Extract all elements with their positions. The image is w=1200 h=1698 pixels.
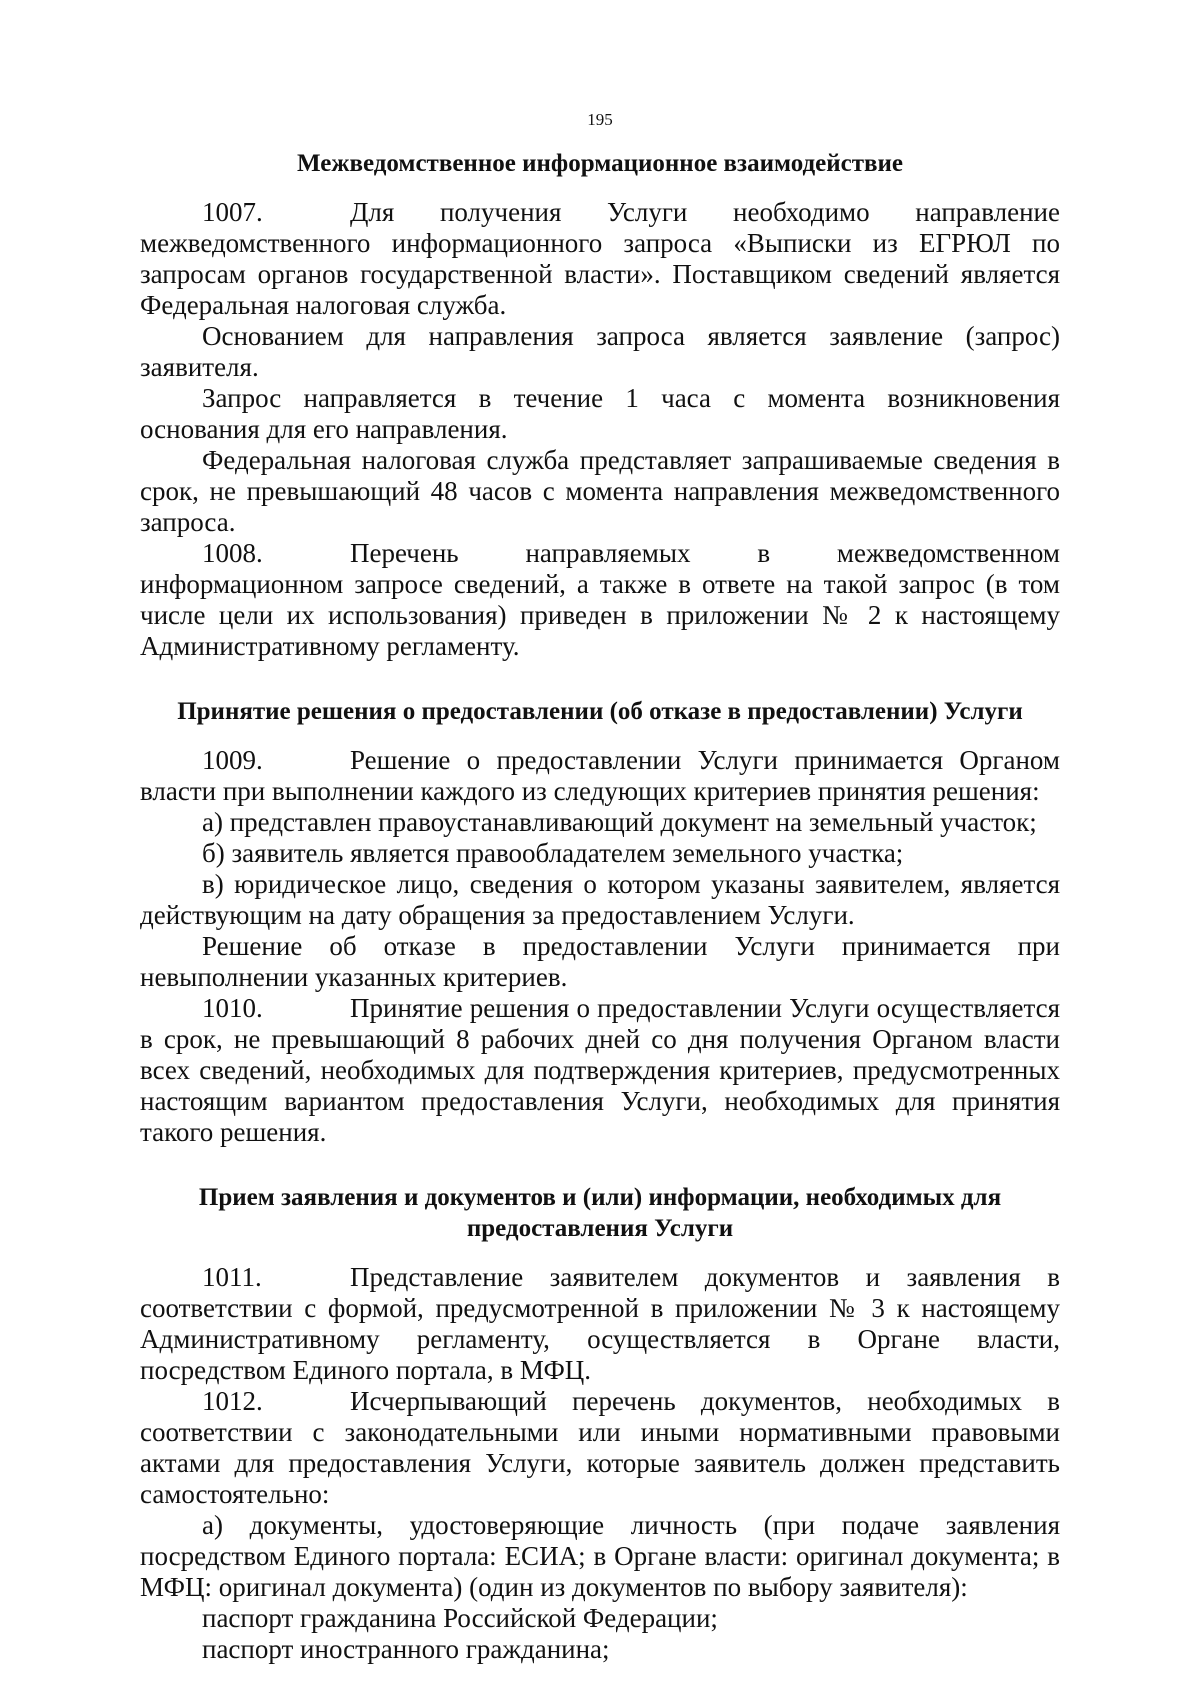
paragraph-1007: [140, 197, 1060, 321]
heading-line-1: Прием заявления и документов и (или) информации, необходимых для: [198, 1184, 1002, 1211]
paragraph-1011: [140, 1262, 1060, 1386]
paragraph-1008: [140, 538, 1060, 662]
paragraph-fns: Федеральная налоговая служба представляет запрашиваемые сведения в срок, не превышающий 48 часов с момента направления межведомственного запроса.: [140, 445, 1060, 537]
paragraph-number: 1008.: [202, 538, 263, 568]
paragraph-text: Решение о предоставлении Услуги принимается Органом власти при выполнении каждого из следующих критериев принятия решения:: [140, 745, 1060, 806]
paragraph-basis: Основанием для направления запроса является заявление (запрос) заявителя.: [140, 321, 1060, 382]
paragraph-number: 1010.: [202, 993, 263, 1023]
section-heading-interagency: Межведомственное информационное взаимодействие: [297, 150, 903, 177]
criterion-v: в) юридическое лицо, сведения о котором указаны заявителем, является действующим на дату обращения за предоставлением Услуги.: [140, 869, 1060, 930]
paragraph-text: Представление заявителем документов и заявления в соответствии с формой, предусмотренной в приложении № 3 к настоящему Административному регламенту, осуществляется в Органе власти, посредством Единого портала, в МФЦ.: [140, 1262, 1060, 1385]
paragraph-timing: Запрос направляется в течение 1 часа с момента возникновения основания для его направления.: [140, 383, 1060, 444]
paragraph-text: Принятие решения о предоставлении Услуги осуществляется в срок, не превышающий 8 рабочих дней со дня получения Органом власти всех сведений, необходимых для подтверждения критериев, предусмотренных настоящим вариантом предоставления Услуги, необходимых для принятия такого решения.: [140, 993, 1060, 1147]
section-heading-application: [140, 1182, 1060, 1244]
paragraph-number: 1011.: [202, 1262, 262, 1292]
document-body: [140, 110, 1060, 1665]
paragraph-number: 1007.: [202, 197, 263, 227]
paragraph-number: 1012.: [202, 1386, 263, 1416]
paragraph-1009: [140, 745, 1060, 807]
paragraph-text: Перечень направляемых в межведомственном информационном запросе сведений, а также в ответе на такой запрос (в том числе цели их использования) приведен в приложении № 2 к настоящему Административному регламенту.: [140, 538, 1060, 661]
criterion-a: а) представлен правоустанавливающий документ на земельный участок;: [202, 807, 1037, 837]
paragraph-text: Для получения Услуги необходимо направление межведомственного информационного запроса «Выписки из ЕГРЮЛ по запросам органов государственной власти». Поставщиком сведений является Федеральная налоговая служба.: [140, 197, 1060, 320]
paragraph-number: 1009.: [202, 745, 263, 775]
paragraph-1012: [140, 1386, 1060, 1510]
document-passport-foreign: паспорт иностранного гражданина;: [202, 1634, 610, 1664]
heading-line-2: предоставления Услуги: [466, 1215, 734, 1242]
document-passport-rf: паспорт гражданина Российской Федерации;: [202, 1603, 718, 1633]
paragraph-refusal: Решение об отказе в предоставлении Услуги принимается при невыполнении указанных критериев.: [140, 931, 1060, 992]
page-number: 195: [587, 110, 613, 129]
paragraph-text: Исчерпывающий перечень документов, необходимых в соответствии с законодательными или иными нормативными правовыми актами для предоставления Услуги, которые заявитель должен представить самостоятельно:: [140, 1386, 1060, 1509]
section-heading-decision: Принятие решения о предоставлении (об отказе в предоставлении) Услуги: [177, 698, 1023, 725]
documents-item-a: а) документы, удостоверяющие личность (при подаче заявления посредством Единого портала: ЕСИА; в Органе власти: оригинал документа; в МФЦ: оригинал документа) (один из документов по выбору заявителя):: [140, 1510, 1060, 1602]
criterion-b: б) заявитель является правообладателем земельного участка;: [202, 838, 904, 868]
paragraph-1010: [140, 993, 1060, 1148]
